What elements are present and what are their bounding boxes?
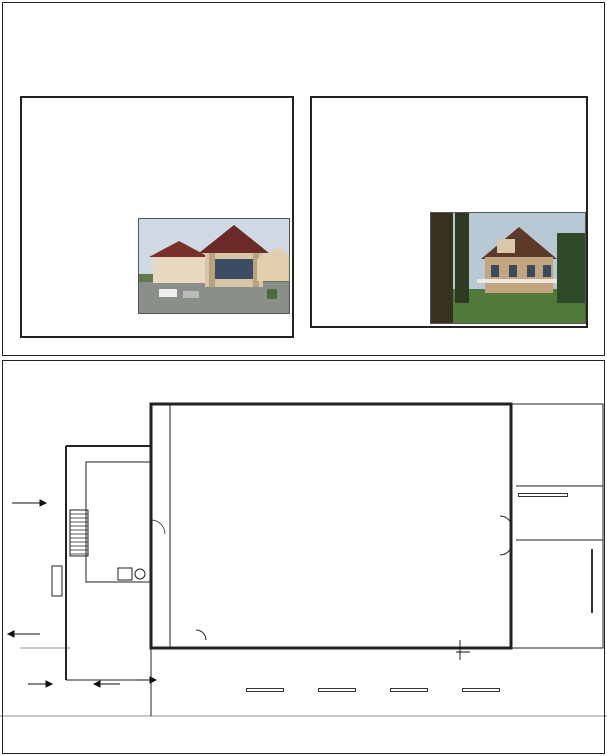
buffet-4 [462,688,500,692]
hot-beverages-label [591,549,593,613]
buffet-3 [390,688,428,692]
buffet-2 [318,688,356,692]
cold-beverages-label [518,493,568,497]
buffet-1 [246,688,284,692]
